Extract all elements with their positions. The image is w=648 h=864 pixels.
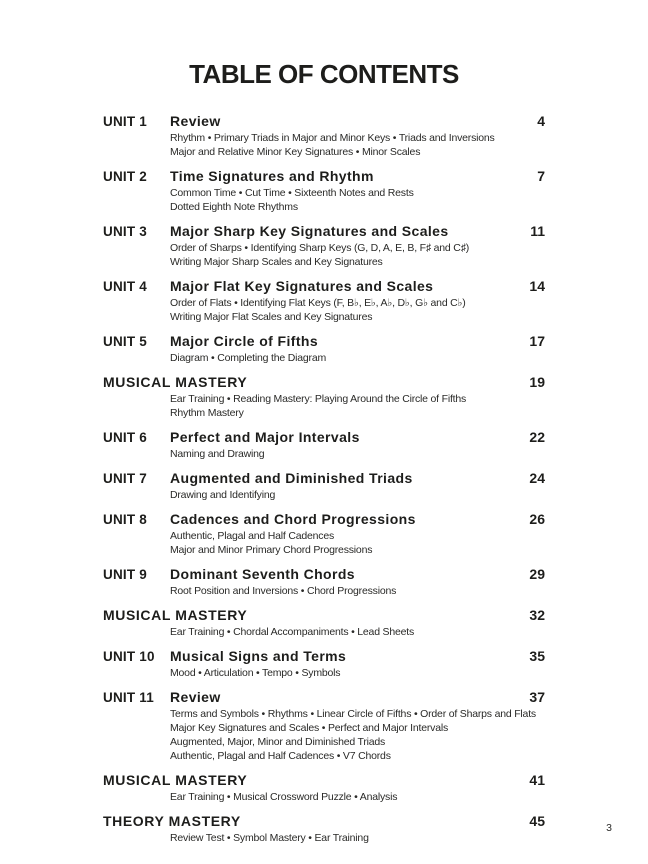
entry-topics: [170, 392, 545, 420]
unit-label: UNIT 5: [103, 334, 147, 349]
toc-entry-heading: [103, 374, 545, 391]
unit-label: UNIT 10: [103, 649, 155, 664]
toc-entry-heading: [103, 772, 545, 789]
toc-entry-heading: [103, 511, 545, 528]
entry-topics: [170, 447, 545, 461]
entry-page-number: 24: [529, 470, 545, 486]
unit-label: UNIT 11: [103, 690, 154, 705]
topic-line: Ear Training • Reading Mastery: Playing Around the Circle of Fifths: [170, 393, 467, 405]
toc-entry-heading: [103, 813, 545, 830]
toc-entry-heading: [103, 566, 545, 583]
unit-label: UNIT 6: [103, 430, 147, 445]
entry-topics: [170, 488, 545, 502]
toc-entry-heading: [103, 648, 545, 665]
entry-title: Perfect and Major Intervals: [170, 429, 360, 445]
toc-entry: [103, 113, 545, 159]
topic-line: Rhythm • Primary Triads in Major and Minor Keys • Triads and Inversions: [170, 132, 495, 144]
topic-line: Dotted Eighth Note Rhythms: [170, 201, 298, 213]
topic-line: Ear Training • Chordal Accompaniments • Lead Sheets: [170, 626, 415, 638]
toc-entry: [103, 813, 545, 845]
entry-title: Review: [170, 689, 221, 705]
topic-line: Order of Sharps • Identifying Sharp Keys (G, D, A, E, B, F♯ and C♯): [170, 242, 469, 254]
entry-page-number: 45: [529, 813, 545, 829]
entry-title: Musical Signs and Terms: [170, 648, 347, 664]
topic-line: Mood • Articulation • Tempo • Symbols: [170, 667, 341, 679]
entry-title: Major Circle of Fifths: [170, 333, 319, 349]
toc-entry-heading: [103, 689, 545, 706]
topic-line: Naming and Drawing: [170, 448, 265, 460]
unit-label: UNIT 7: [103, 471, 147, 486]
topic-line: Drawing and Identifying: [170, 489, 276, 501]
entry-page-number: 35: [529, 648, 545, 664]
toc-entry-heading: [103, 429, 545, 446]
toc-entry: [103, 429, 545, 461]
topic-line: Diagram • Completing the Diagram: [170, 352, 327, 364]
toc-entry: [103, 648, 545, 680]
entry-topics: [170, 666, 545, 680]
entry-title: Major Flat Key Signatures and Scales: [170, 278, 434, 294]
unit-label: UNIT 8: [103, 512, 147, 527]
entry-title: MUSICAL MASTERY: [103, 607, 248, 623]
entry-topics: [170, 790, 545, 804]
topic-line: Ear Training • Musical Crossword Puzzle • Analysis: [170, 791, 398, 803]
entry-topics: [170, 131, 545, 159]
topic-line: Review Test • Symbol Mastery • Ear Training: [170, 832, 369, 844]
entry-title: Review: [170, 113, 221, 129]
topic-line: Common Time • Cut Time • Sixteenth Notes and Rests: [170, 187, 414, 199]
toc-entry-heading: [103, 168, 545, 185]
topic-line: Rhythm Mastery: [170, 407, 244, 419]
topic-line: Major and Relative Minor Key Signatures • Minor Scales: [170, 146, 421, 158]
toc-entry: [103, 168, 545, 214]
entry-page-number: 41: [529, 772, 545, 788]
entry-title: THEORY MASTERY: [103, 813, 241, 829]
topic-line: Augmented, Major, Minor and Diminished Triads: [170, 736, 386, 748]
topic-line: Major and Minor Primary Chord Progressions: [170, 544, 373, 556]
toc-entry: [103, 223, 545, 269]
entry-topics: [170, 625, 545, 639]
toc-entry-heading: [103, 607, 545, 624]
entry-topics: [170, 529, 545, 557]
entry-title: Cadences and Chord Progressions: [170, 511, 416, 527]
topic-line: Writing Major Sharp Scales and Key Signatures: [170, 256, 383, 268]
unit-label: UNIT 1: [103, 114, 147, 129]
entry-page-number: 17: [529, 333, 545, 349]
entry-page-number: 4: [537, 113, 545, 129]
toc-entry: [103, 566, 545, 598]
entry-topics: [170, 351, 545, 365]
entry-page-number: 7: [537, 168, 545, 184]
entry-topics: [170, 831, 545, 845]
entry-topics: [170, 186, 545, 214]
entry-title: Dominant Seventh Chords: [170, 566, 355, 582]
entry-topics: [170, 707, 545, 763]
entry-topics: [170, 241, 545, 269]
entry-topics: [170, 584, 545, 598]
topic-line: Authentic, Plagal and Half Cadences: [170, 530, 335, 542]
unit-label: UNIT 3: [103, 224, 147, 239]
entry-page-number: 22: [529, 429, 545, 445]
entry-title: Augmented and Diminished Triads: [170, 470, 413, 486]
page-number: 3: [606, 822, 612, 834]
entry-page-number: 11: [530, 223, 545, 239]
unit-label: UNIT 2: [103, 169, 147, 184]
topic-line: Authentic, Plagal and Half Cadences • V7 Chords: [170, 750, 391, 762]
topic-line: Writing Major Flat Scales and Key Signatures: [170, 311, 373, 323]
toc-entry: [103, 772, 545, 804]
entry-title: MUSICAL MASTERY: [103, 772, 248, 788]
entry-topics: [170, 296, 545, 324]
entry-page-number: 37: [529, 689, 545, 705]
entry-page-number: 19: [529, 374, 545, 390]
toc-entry: [103, 278, 545, 324]
toc-entry: [103, 470, 545, 502]
toc-entry: [103, 333, 545, 365]
topic-line: Order of Flats • Identifying Flat Keys (F, B♭, E♭, A♭, D♭, G♭ and C♭): [170, 297, 466, 309]
entry-title: Time Signatures and Rhythm: [170, 168, 374, 184]
entry-page-number: 29: [529, 566, 545, 582]
toc-entry-heading: [103, 223, 545, 240]
toc-entry: [103, 511, 545, 557]
toc-entry-heading: [103, 113, 545, 130]
topic-line: Major Key Signatures and Scales • Perfect and Major Intervals: [170, 722, 449, 734]
entry-title: MUSICAL MASTERY: [103, 374, 248, 390]
entry-page-number: 32: [529, 607, 545, 623]
toc-entry: [103, 689, 545, 763]
topic-line: Terms and Symbols • Rhythms • Linear Circle of Fifths • Order of Sharps and Flats: [170, 708, 536, 720]
toc-entry: [103, 374, 545, 420]
unit-label: UNIT 4: [103, 279, 147, 294]
entry-title: Major Sharp Key Signatures and Scales: [170, 223, 449, 239]
toc-entry-heading: [103, 470, 545, 487]
page-title: TABLE OF CONTENTS: [189, 59, 459, 89]
unit-label: UNIT 9: [103, 567, 147, 582]
entry-page-number: 14: [529, 278, 545, 294]
toc-entry: [103, 607, 545, 639]
toc-list: [103, 113, 545, 845]
topic-line: Root Position and Inversions • Chord Progressions: [170, 585, 397, 597]
entry-page-number: 26: [529, 511, 545, 527]
toc-entry-heading: [103, 333, 545, 350]
toc-entry-heading: [103, 278, 545, 295]
